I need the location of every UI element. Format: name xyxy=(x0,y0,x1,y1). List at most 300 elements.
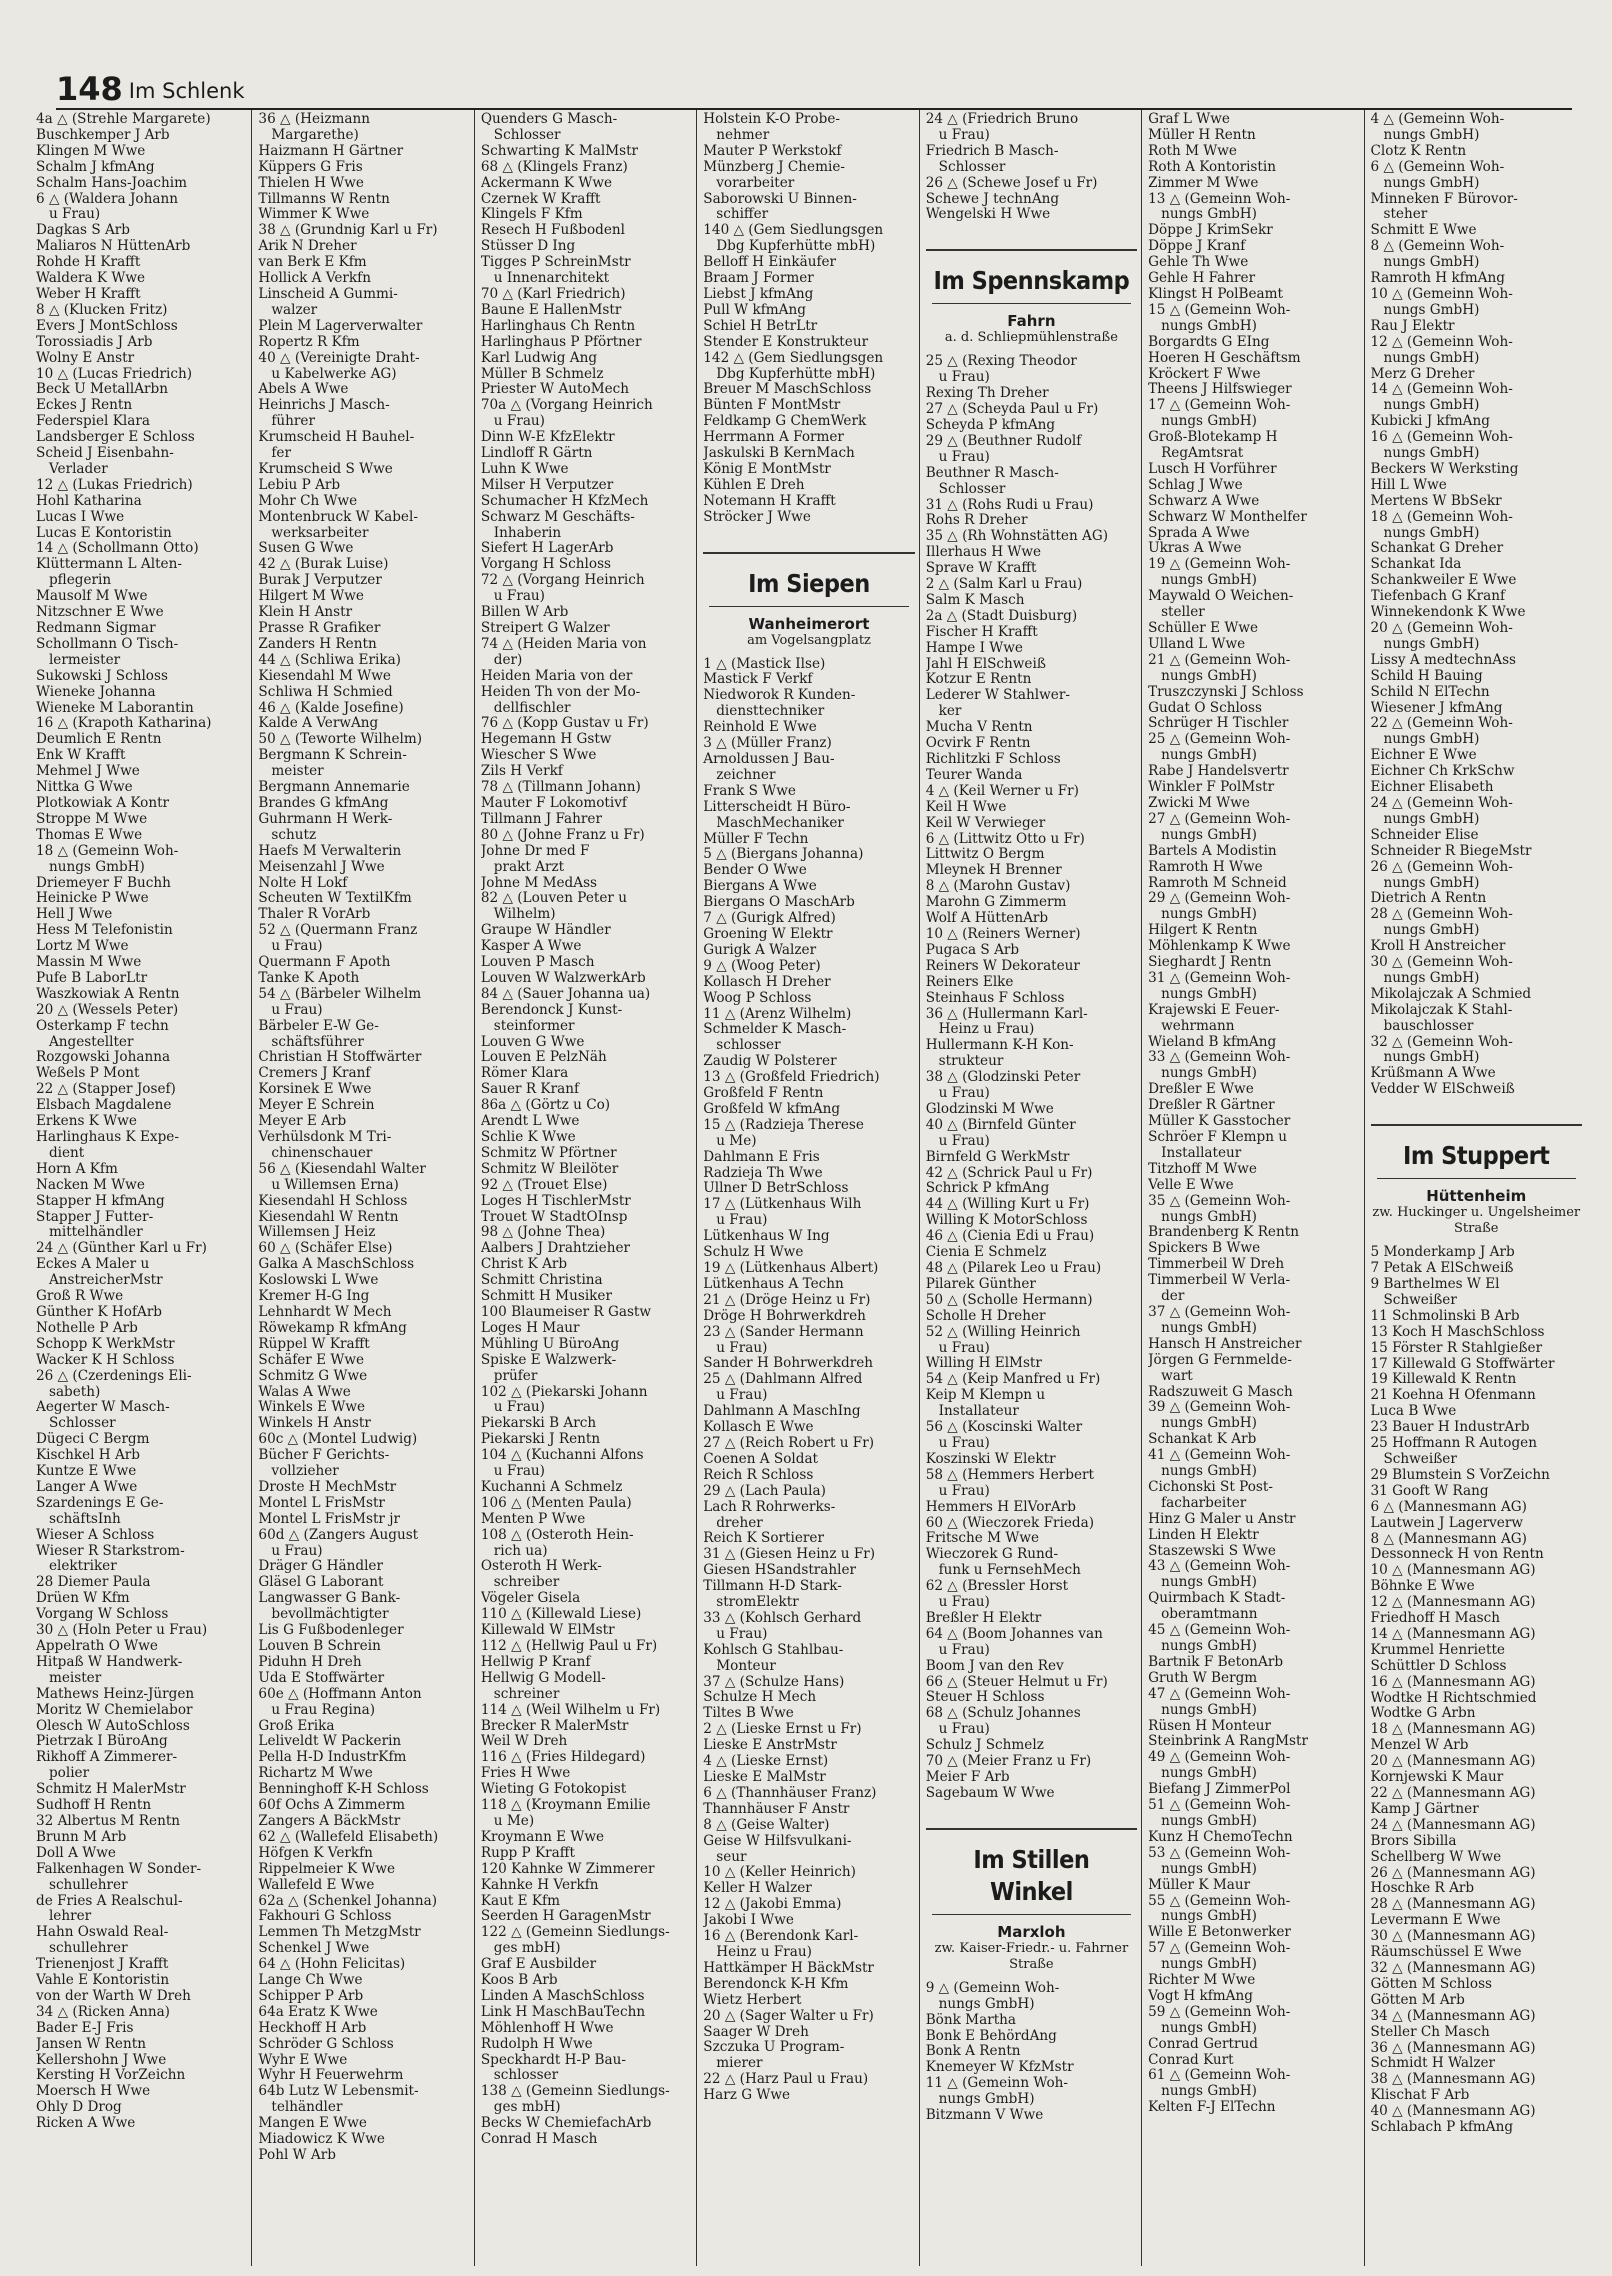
directory-entry: 37 △ (Gemeinn Woh- xyxy=(1148,1304,1291,1320)
directory-entry: Reich K Sortierer xyxy=(703,1531,824,1547)
directory-entry: Schlosser xyxy=(925,481,1006,497)
directory-entry: Luhn K Wwe xyxy=(480,461,569,477)
directory-entry: Möhlenkamp K Wwe xyxy=(1148,939,1291,955)
directory-entry: 140 △ (Gem Siedlungsgen xyxy=(703,223,884,239)
directory-entry: Kischkel H Arb xyxy=(36,1448,140,1464)
directory-entry: Susen G Wwe xyxy=(258,541,354,557)
directory-entry: 59 △ (Gemeinn Woh- xyxy=(1148,2004,1291,2020)
directory-entry: Mertens W BbSekr xyxy=(1370,493,1502,509)
directory-entry: Lortz M Wwe xyxy=(36,939,129,955)
district-name: Wanheimerort xyxy=(748,614,870,633)
directory-entry: Schmitt H Musiker xyxy=(480,1289,612,1305)
directory-entry: Schwarz M Geschäfts- xyxy=(480,509,635,525)
directory-entry: Dreßler E Wwe xyxy=(1148,1082,1254,1098)
directory-entry: Räumschüssel E Wwe xyxy=(1370,1945,1522,1961)
directory-entry: Dinn W-E KfzElektr xyxy=(480,430,615,446)
directory-entry: Lederer W Stahlwer- xyxy=(925,688,1070,704)
directory-entry: Kunz H ChemoTechn xyxy=(1148,1829,1293,1845)
directory-entry: 52 △ (Willing Heinrich xyxy=(925,1324,1081,1340)
directory-entry: Falkenhagen W Sonder- xyxy=(36,1861,202,1877)
directory-entry: Schmitz W Pförtner xyxy=(480,1145,617,1161)
directory-entry: 68 △ (Schulz Johannes xyxy=(925,1706,1081,1722)
directory-entry: Schweißer xyxy=(1370,1292,1457,1308)
directory-entry: der) xyxy=(480,652,523,668)
directory-entry: van Berk E Kfm xyxy=(258,255,367,271)
directory-entry: 6 △ (Littwitz Otto u Fr) xyxy=(925,831,1085,847)
directory-entry: pflegerin xyxy=(36,573,112,589)
directory-entry: Schröer F Klempn u xyxy=(1148,1130,1288,1145)
directory-entry: 40 △ (Birnfeld Günter xyxy=(925,1117,1076,1133)
directory-entry: 43 △ (Gemeinn Woh- xyxy=(1148,1559,1291,1575)
directory-entry: Szardenings E Ge- xyxy=(36,1495,164,1511)
directory-entry: Timmerbeil W Dreh xyxy=(1148,1257,1285,1273)
directory-entry: vorarbeiter xyxy=(703,175,795,191)
directory-entry: Christian H Stoffwärter xyxy=(258,1050,422,1066)
column-3 xyxy=(475,110,697,2266)
directory-entry: 34 △ (Mannesmann AG) xyxy=(1370,2008,1536,2024)
directory-entry: nungs GmbH) xyxy=(925,1996,1035,2012)
directory-entry: Klingels F Kfm xyxy=(480,207,583,223)
directory-entry: 11 △ (Arenz Wilhelm) xyxy=(703,1006,852,1022)
directory-entry: Wille E Betonwerker xyxy=(1148,1925,1291,1941)
directory-entry: Zils H Verkf xyxy=(480,764,563,780)
directory-entry: Jaskulski B KernMach xyxy=(703,446,855,462)
directory-entry: 29 Blumstein S VorZeichn xyxy=(1370,1467,1550,1483)
directory-entry: Böhnke E Wwe xyxy=(1370,1579,1475,1595)
directory-entry: 26 △ (Gemeinn Woh- xyxy=(1370,859,1513,875)
directory-entry: Glodzinski M Wwe xyxy=(925,1101,1054,1117)
directory-entry: 40 △ (Mannesmann AG) xyxy=(1370,2104,1536,2120)
directory-entry: Schlosser xyxy=(925,159,1006,175)
directory-entry: Lis G Fußbodenleger xyxy=(258,1623,404,1639)
directory-entry: Linscheid A Gummi- xyxy=(258,286,398,302)
directory-entry: Breuer M MaschSchloss xyxy=(703,382,872,398)
directory-entry: diensttechniker xyxy=(703,704,825,720)
directory-entry: Nacken M Wwe xyxy=(36,1177,145,1193)
directory-entry: Bönk Martha xyxy=(925,2012,1017,2028)
directory-entry: Wieser A Schloss xyxy=(36,1527,155,1543)
directory-entry: 16 △ (Gemeinn Woh- xyxy=(1370,430,1513,446)
directory-entry: Leliveldt W Packerin xyxy=(258,1734,402,1750)
directory-entry: oberamtmann xyxy=(1148,1607,1258,1623)
directory-entry: 26 △ (Czerdenings Eli- xyxy=(36,1368,192,1384)
directory-entry: Arik N Dreher xyxy=(258,239,357,255)
directory-entry: Harlinghaus Ch Rentn xyxy=(480,318,636,334)
directory-entry: 28 △ (Gemeinn Woh- xyxy=(1370,907,1513,923)
directory-entry: Rüsen H Monteur xyxy=(1148,1718,1271,1734)
directory-entry: 4 △ (Keil Werner u Fr) xyxy=(925,783,1079,799)
directory-entry: Appelrath O Wwe xyxy=(36,1639,158,1654)
directory-entry: Kalde A VerwAng xyxy=(258,716,379,732)
directory-entry: Kröckert F Wwe xyxy=(1148,366,1261,382)
directory-entry: 20 △ (Mannesmann AG) xyxy=(1370,1754,1536,1770)
directory-entry: 38 △ (Grundnig Karl u Fr) xyxy=(258,223,438,239)
directory-entry: Graf E Ausbilder xyxy=(480,1957,597,1973)
directory-entry: 57 △ (Gemeinn Woh- xyxy=(1148,1941,1291,1957)
directory-entry: funk u FernsehMech xyxy=(925,1563,1081,1579)
directory-entry: Dbg Kupferhütte mbH) xyxy=(703,366,876,382)
directory-entry: Rohs R Dreher xyxy=(925,513,1028,529)
directory-entry: Heinz u Frau) xyxy=(703,1944,812,1960)
directory-entry: Redmann Sigmar xyxy=(36,621,156,636)
directory-entry: Montel L FrisMstr xyxy=(258,1495,385,1511)
directory-entry: 38 △ (Mannesmann AG) xyxy=(1370,2072,1536,2088)
directory-entry: 19 △ (Gemeinn Woh- xyxy=(1148,557,1291,573)
directory-entry: Sagebaum W Wwe xyxy=(925,1785,1055,1801)
directory-entry: Kiesendahl M Wwe xyxy=(258,668,391,684)
directory-entry: 11 △ (Gemeinn Woh- xyxy=(925,2076,1068,2092)
column-1 xyxy=(30,110,252,2266)
directory-entry: 55 △ (Gemeinn Woh- xyxy=(1148,1893,1291,1909)
directory-entry: Heinrichs J Masch- xyxy=(258,398,390,414)
directory-entry: Galka A MaschSchloss xyxy=(258,1257,415,1273)
directory-entry: Sieghardt J Rentn xyxy=(1148,955,1272,971)
directory-entry: 16 △ (Krapoth Katharina) xyxy=(36,716,212,732)
directory-entry: Wacker K H Schloss xyxy=(36,1352,175,1368)
directory-entry: Levermann E Wwe xyxy=(1370,1913,1501,1929)
directory-entry: 74 △ (Heiden Maria von xyxy=(480,636,647,652)
directory-entry: Kroymann E Wwe xyxy=(480,1829,605,1845)
directory-entry: Resech H Fußbodenl xyxy=(480,223,626,239)
directory-entry: Liebst J kfmAng xyxy=(703,286,814,302)
directory-entry: Klüttermann L Alten- xyxy=(36,557,182,573)
directory-entry: u Frau) xyxy=(925,1435,990,1451)
directory-entry: Tiefenbach G Kranf xyxy=(1370,589,1506,605)
directory-entry: 31 △ (Giesen Heinz u Fr) xyxy=(703,1547,876,1563)
directory-entry: Prasse R Grafiker xyxy=(258,621,381,636)
column-7 xyxy=(1365,110,1586,2266)
directory-entry: Hohl Katharina xyxy=(36,493,142,509)
directory-entry: 24 △ (Gemeinn Woh- xyxy=(1370,795,1513,811)
directory-entry: Priester W AutoMech xyxy=(480,382,630,398)
directory-entry: Tigges P SchreinMstr xyxy=(480,255,631,271)
directory-entry: nungs GmbH) xyxy=(1148,1957,1257,1973)
directory-entry: schreiner xyxy=(480,1686,560,1702)
directory-entry: fer xyxy=(258,446,291,462)
directory-entry: Müller K Maur xyxy=(1148,1877,1251,1893)
directory-entry: 17 △ (Lütkenhaus Wilh xyxy=(703,1197,862,1213)
directory-entry: 46 △ (Cienia Edi u Frau) xyxy=(925,1229,1095,1245)
directory-entry: Schäfer E Wwe xyxy=(258,1352,364,1368)
directory-entry: 51 △ (Gemeinn Woh- xyxy=(1148,1798,1291,1814)
directory-entry: Spiske E Walzwerk- xyxy=(480,1352,617,1368)
directory-entry: Lehnhardt W Mech xyxy=(258,1304,392,1320)
directory-entry: Guhrmann H Werk- xyxy=(258,811,393,827)
directory-entry: Kotzur E Rentn xyxy=(925,672,1032,688)
directory-entry: Seerden H GaragenMstr xyxy=(480,1909,651,1925)
directory-entry: 17 Killewald G Stoffwärter xyxy=(1370,1356,1555,1372)
directory-entry: 41 △ (Gemeinn Woh- xyxy=(1148,1448,1291,1464)
directory-entry: Eckes A Maler u xyxy=(36,1257,150,1273)
directory-entry: Küppers G Fris xyxy=(258,159,363,175)
directory-entry: bauschlosser xyxy=(1370,1018,1474,1034)
directory-entry: mierer xyxy=(703,2056,763,2072)
directory-entry: Tillmanns W Rentn xyxy=(258,191,390,207)
directory-entry: nungs GmbH) xyxy=(1148,1209,1257,1225)
directory-entry: Bader E-J Fris xyxy=(36,2020,134,2036)
directory-entry: nungs GmbH) xyxy=(1148,207,1257,223)
directory-entry: Schröder G Schloss xyxy=(258,2036,394,2052)
directory-entry: Scheuten W TextilKfm xyxy=(258,891,412,907)
district-name: Marxloh xyxy=(997,1922,1066,1941)
directory-entry: 1 △ (Mastick Ilse) xyxy=(703,656,826,672)
directory-entry: Schild H Bauing xyxy=(1370,668,1483,684)
directory-entry: 30 △ (Gemeinn Woh- xyxy=(1370,955,1513,971)
directory-entry: 68 △ (Klingels Franz) xyxy=(480,159,628,175)
directory-entry: Vogt H kfmAng xyxy=(1148,1988,1253,2004)
column-4 xyxy=(697,110,919,2266)
directory-entry: Sudhoff H Rentn xyxy=(36,1798,152,1814)
directory-entry: Bergmann Annemarie xyxy=(258,780,410,796)
directory-entry: steher xyxy=(1370,207,1428,223)
directory-entry: u Frau) xyxy=(480,1400,545,1416)
district-name: Hüttenheim xyxy=(1426,1187,1527,1206)
directory-entry: 61 △ (Gemeinn Woh- xyxy=(1148,2068,1291,2084)
directory-entry: Berendonck K-H Kfm xyxy=(703,1976,849,1992)
directory-entry: 64a Eratz K Wwe xyxy=(258,2004,378,2020)
directory-entry: nungs GmbH) xyxy=(1370,636,1480,652)
directory-entry: Schmitz W Bleilöter xyxy=(480,1161,619,1177)
directory-entry: 106 △ (Menten Paula) xyxy=(480,1495,632,1511)
directory-entry: 142 △ (Gem Siedlungsgen xyxy=(703,350,884,366)
directory-entry: 70 △ (Meier Franz u Fr) xyxy=(925,1754,1092,1770)
directory-entry: 78 △ (Tillmann Johann) xyxy=(480,780,641,796)
directory-entry: 62a △ (Schenkel Johanna) xyxy=(258,1893,438,1909)
directory-entry: Vorgang W Schloss xyxy=(36,1607,169,1623)
directory-entry: Hitpaß W Handwerk- xyxy=(36,1654,183,1670)
directory-entry: König E MontMstr xyxy=(703,461,831,477)
directory-entry: Wilhelm) xyxy=(480,907,556,923)
directory-entry: Conrad H Masch xyxy=(480,2132,598,2148)
directory-entry: nungs GmbH) xyxy=(1148,1766,1257,1782)
directory-entry: Krumscheid H Bauhel- xyxy=(258,430,415,446)
directory-entry: 28 Diemer Paula xyxy=(36,1575,151,1591)
directory-entry: Fries H Wwe xyxy=(480,1766,571,1782)
directory-entry: Mikolajczak A Schmied xyxy=(1370,986,1532,1002)
directory-entry: 36 △ (Mannesmann AG) xyxy=(1370,2040,1536,2056)
directory-entry: 24 △ (Günther Karl u Fr) xyxy=(36,1241,207,1257)
directory-entry: 46 △ (Kalde Josefine) xyxy=(258,700,404,716)
directory-entry: Kelten F-J ElTechn xyxy=(1148,2100,1276,2116)
directory-entry: Schellberg W Wwe xyxy=(1370,1849,1502,1865)
directory-entry: nungs GmbH) xyxy=(1148,1861,1257,1877)
directory-entry: seur xyxy=(703,1849,747,1865)
directory-entry: Gruth W Bergm xyxy=(1148,1670,1258,1686)
directory-entry: Stender E Konstrukteur xyxy=(703,334,869,350)
directory-entry: Vahle E Kontoristin xyxy=(36,1973,170,1989)
directory-entry: ges mbH) xyxy=(480,1941,561,1957)
directory-entry: nungs GmbH) xyxy=(1148,1464,1257,1480)
directory-entry: Beckers W Werksting xyxy=(1370,461,1519,477)
directory-entry: RegAmtsrat xyxy=(1148,446,1244,462)
directory-entry: 32 △ (Gemeinn Woh- xyxy=(1370,1034,1513,1050)
directory-entry: Aegerter W Masch- xyxy=(36,1400,170,1416)
directory-entry: Ströcker J Wwe xyxy=(703,509,811,525)
directory-entry: schlosser xyxy=(703,1038,781,1054)
directory-entry: Eckes J Rentn xyxy=(36,398,133,414)
directory-entry: Lütkenhaus A Techn xyxy=(703,1276,844,1292)
directory-entry: 13 △ (Gemeinn Woh- xyxy=(1148,191,1291,207)
directory-entry: nungs GmbH) xyxy=(1148,907,1257,923)
directory-entry: Meyer E Arb xyxy=(258,1114,347,1130)
directory-entry: 80 △ (Johne Franz u Fr) xyxy=(480,827,645,843)
directory-entry: Coenen A Soldat xyxy=(703,1451,819,1467)
directory-entry: nungs GmbH) xyxy=(1148,986,1257,1002)
directory-entry: Linden H Elektr xyxy=(1148,1527,1259,1543)
directory-entry: Illerhaus H Wwe xyxy=(925,545,1042,561)
column-2 xyxy=(252,110,474,2266)
directory-entry: Kiesendahl H Schloss xyxy=(258,1193,408,1209)
directory-entry: Niedworok R Kunden- xyxy=(703,688,856,704)
directory-entry: Mastick F Verkf xyxy=(703,672,813,688)
directory-entry: Streipert G Walzer xyxy=(480,621,610,636)
directory-entry: Schneider Elise xyxy=(1370,827,1479,843)
directory-entry: 70 △ (Karl Friedrich) xyxy=(480,286,626,302)
directory-entry: 114 △ (Weil Wilhelm u Fr) xyxy=(480,1702,661,1718)
directory-entry: 24 △ (Mannesmann AG) xyxy=(1370,1817,1536,1833)
directory-entry: Gehle Th Wwe xyxy=(1148,255,1249,271)
directory-entry: Kroll H Anstreicher xyxy=(1370,939,1506,955)
directory-entry: 2 △ (Lieske Ernst u Fr) xyxy=(703,1722,862,1738)
directory-entry: nungs GmbH) xyxy=(36,859,145,875)
directory-entry: Heinz u Frau) xyxy=(925,1022,1035,1038)
directory-entry: Friedhoff H Masch xyxy=(1370,1611,1501,1627)
directory-entry: Bender O Wwe xyxy=(703,863,807,879)
directory-entry: nungs GmbH) xyxy=(1148,2084,1257,2100)
directory-entry: nungs GmbH) xyxy=(1370,302,1480,318)
directory-entry: Bitzmann V Wwe xyxy=(925,2108,1044,2124)
directory-entry: 10 △ (Lucas Friedrich) xyxy=(36,366,193,382)
directory-entry: Langwasser G Bank- xyxy=(258,1591,401,1607)
directory-entry: nungs GmbH) xyxy=(1148,1066,1257,1082)
directory-entry: mittelhändler xyxy=(36,1225,143,1241)
directory-entry: 13 △ (Großfeld Friedrich) xyxy=(703,1070,880,1086)
directory-entry: Groß R Wwe xyxy=(36,1289,124,1305)
location-note: am Vogelsangplatz xyxy=(747,632,871,648)
directory-entry: u Innenarchitekt xyxy=(480,271,610,287)
directory-entry: nungs GmbH) xyxy=(1370,811,1480,827)
directory-entry: AnstreicherMstr xyxy=(36,1273,163,1289)
directory-entry: Brecker R MalerMstr xyxy=(480,1718,629,1734)
directory-entry: 58 △ (Hemmers Herbert xyxy=(925,1467,1095,1483)
directory-entry: u Frau) xyxy=(258,939,323,955)
directory-entry: 31 △ (Gemeinn Woh- xyxy=(1148,970,1291,986)
directory-entry: Luca B Wwe xyxy=(1370,1404,1457,1420)
directory-entry: Schlag J Wwe xyxy=(1148,477,1243,493)
street-name: Im Spennskamp xyxy=(932,265,1131,304)
directory-entry: Krumscheid S Wwe xyxy=(258,461,393,477)
directory-entry: Milser H Verputzer xyxy=(480,477,614,493)
page-number: 148 xyxy=(56,70,123,108)
directory-entry: Walas A Wwe xyxy=(258,1384,351,1400)
directory-entry: Wallefeld E Wwe xyxy=(258,1877,375,1893)
directory-entry: Staszewski S Wwe xyxy=(1148,1543,1276,1559)
directory-entry: Schüttler D Schloss xyxy=(1370,1658,1507,1674)
directory-entry: Tillmann J Fahrer xyxy=(480,811,602,827)
directory-entry: Dbg Kupferhütte mbH) xyxy=(703,239,876,255)
directory-entry: Koszinski W Elektr xyxy=(925,1451,1056,1467)
directory-entry: Louven P Masch xyxy=(480,955,595,971)
directory-entry: Hegemann H Gstw xyxy=(480,732,612,748)
directory-entry: 15 Förster R Stahlgießer xyxy=(1370,1340,1543,1356)
directory-entry: zeichner xyxy=(703,767,776,783)
directory-entry: Zaudig W Polsterer xyxy=(703,1054,837,1070)
directory-entry: Stapper J Futter- xyxy=(36,1209,154,1225)
directory-entry: Merz G Dreher xyxy=(1370,366,1475,382)
directory-entry: Müller K Gasstocher xyxy=(1148,1114,1291,1130)
directory-entry: nungs GmbH) xyxy=(1148,318,1257,334)
directory-entry: Gehle H Fahrer xyxy=(1148,271,1256,287)
directory-entry: 9 Barthelmes W El xyxy=(1370,1277,1500,1292)
directory-entry: Reiners W Dekorateur xyxy=(925,958,1080,974)
directory-entry: Boom J van den Rev xyxy=(925,1658,1064,1674)
directory-entry: ker xyxy=(925,704,962,720)
directory-entry: Krajewski E Feuer- xyxy=(1148,1002,1280,1018)
directory-entry: Massin M Wwe xyxy=(36,955,142,971)
directory-entry: 26 △ (Schewe Josef u Fr) xyxy=(925,175,1098,191)
directory-entry: Langer A Wwe xyxy=(36,1479,138,1495)
directory-entry: Quenders G Masch- xyxy=(480,112,618,127)
directory-entry: u Frau) xyxy=(925,1722,990,1738)
directory-entry: schäftsInh xyxy=(36,1511,121,1527)
directory-entry: 92 △ (Trouet Else) xyxy=(480,1177,608,1193)
directory-entry: 4 △ (Gemeinn Woh- xyxy=(1370,112,1505,127)
directory-entry: Schankat K Arb xyxy=(1148,1432,1257,1448)
directory-entry: Korsinek E Wwe xyxy=(258,1082,372,1098)
directory-entry: Schliwa H Schmied xyxy=(258,684,393,700)
directory-entry: polier xyxy=(36,1766,90,1782)
directory-entry: rich ua) xyxy=(480,1543,548,1559)
directory-entry: Litterscheidt H Büro- xyxy=(703,799,851,815)
directory-entry: 15 △ (Radzieja Therese xyxy=(703,1117,864,1133)
directory-entry: nungs GmbH) xyxy=(1148,1702,1257,1718)
directory-entry: Willing H ElMstr xyxy=(925,1356,1042,1372)
directory-entry: Piekarski J Rentn xyxy=(480,1432,601,1448)
directory-entry: Krummel Henriette xyxy=(1370,1642,1505,1658)
directory-entry: Feldkamp G ChemWerk xyxy=(703,414,867,430)
directory-entry: 8 △ (Gemeinn Woh- xyxy=(1370,239,1505,255)
directory-entry: Zimmer M Wwe xyxy=(1148,175,1259,191)
directory-entry: Thielen H Wwe xyxy=(258,175,364,191)
directory-entry: Szczuka U Program- xyxy=(703,2040,845,2056)
directory-entry: Hill L Wwe xyxy=(1370,477,1447,493)
directory-entry: 36 △ (Heizmann xyxy=(258,112,371,127)
directory-entry: Döppe J Kranf xyxy=(1148,239,1246,255)
directory-entry: Großfeld F Rentn xyxy=(703,1086,824,1102)
directory-entry: nungs GmbH) xyxy=(1370,1050,1480,1066)
directory-entry: 40 △ (Vereinigte Draht- xyxy=(258,350,420,366)
directory-entry: Mauter P Werkstokf xyxy=(703,143,842,159)
directory-entry: 86a △ (Görtz u Co) xyxy=(480,1098,611,1114)
directory-entry: Schwarz W Monthelfer xyxy=(1148,509,1307,525)
directory-entry: Winkels E Wwe xyxy=(258,1400,366,1416)
directory-entry: 42 △ (Burak Luise) xyxy=(258,557,389,573)
directory-entry: 60d △ (Zangers August xyxy=(258,1527,419,1543)
directory-entry: Schmitt Christina xyxy=(480,1273,603,1289)
directory-entry: 29 △ (Beuthner Rudolf xyxy=(925,433,1082,449)
directory-entry: Groening W Elektr xyxy=(703,926,833,942)
directory-entry: Burak J Verputzer xyxy=(258,573,382,589)
directory-entry: schullehrer xyxy=(36,1877,128,1893)
directory-entry: Maywald O Weichen- xyxy=(1148,589,1294,605)
directory-entry: Rikhoff A Zimmerer- xyxy=(36,1750,178,1766)
directory-entry: dient xyxy=(36,1145,85,1161)
directory-entry: 8 △ (Marohn Gustav) xyxy=(925,879,1071,895)
directory-entry: 6 △ (Gemeinn Woh- xyxy=(1370,159,1505,175)
directory-entry: Heiden Maria von der xyxy=(480,668,633,684)
directory-entry: Mühling U BüroAng xyxy=(480,1336,620,1352)
directory-entry: Deumlich E Rentn xyxy=(36,732,162,748)
